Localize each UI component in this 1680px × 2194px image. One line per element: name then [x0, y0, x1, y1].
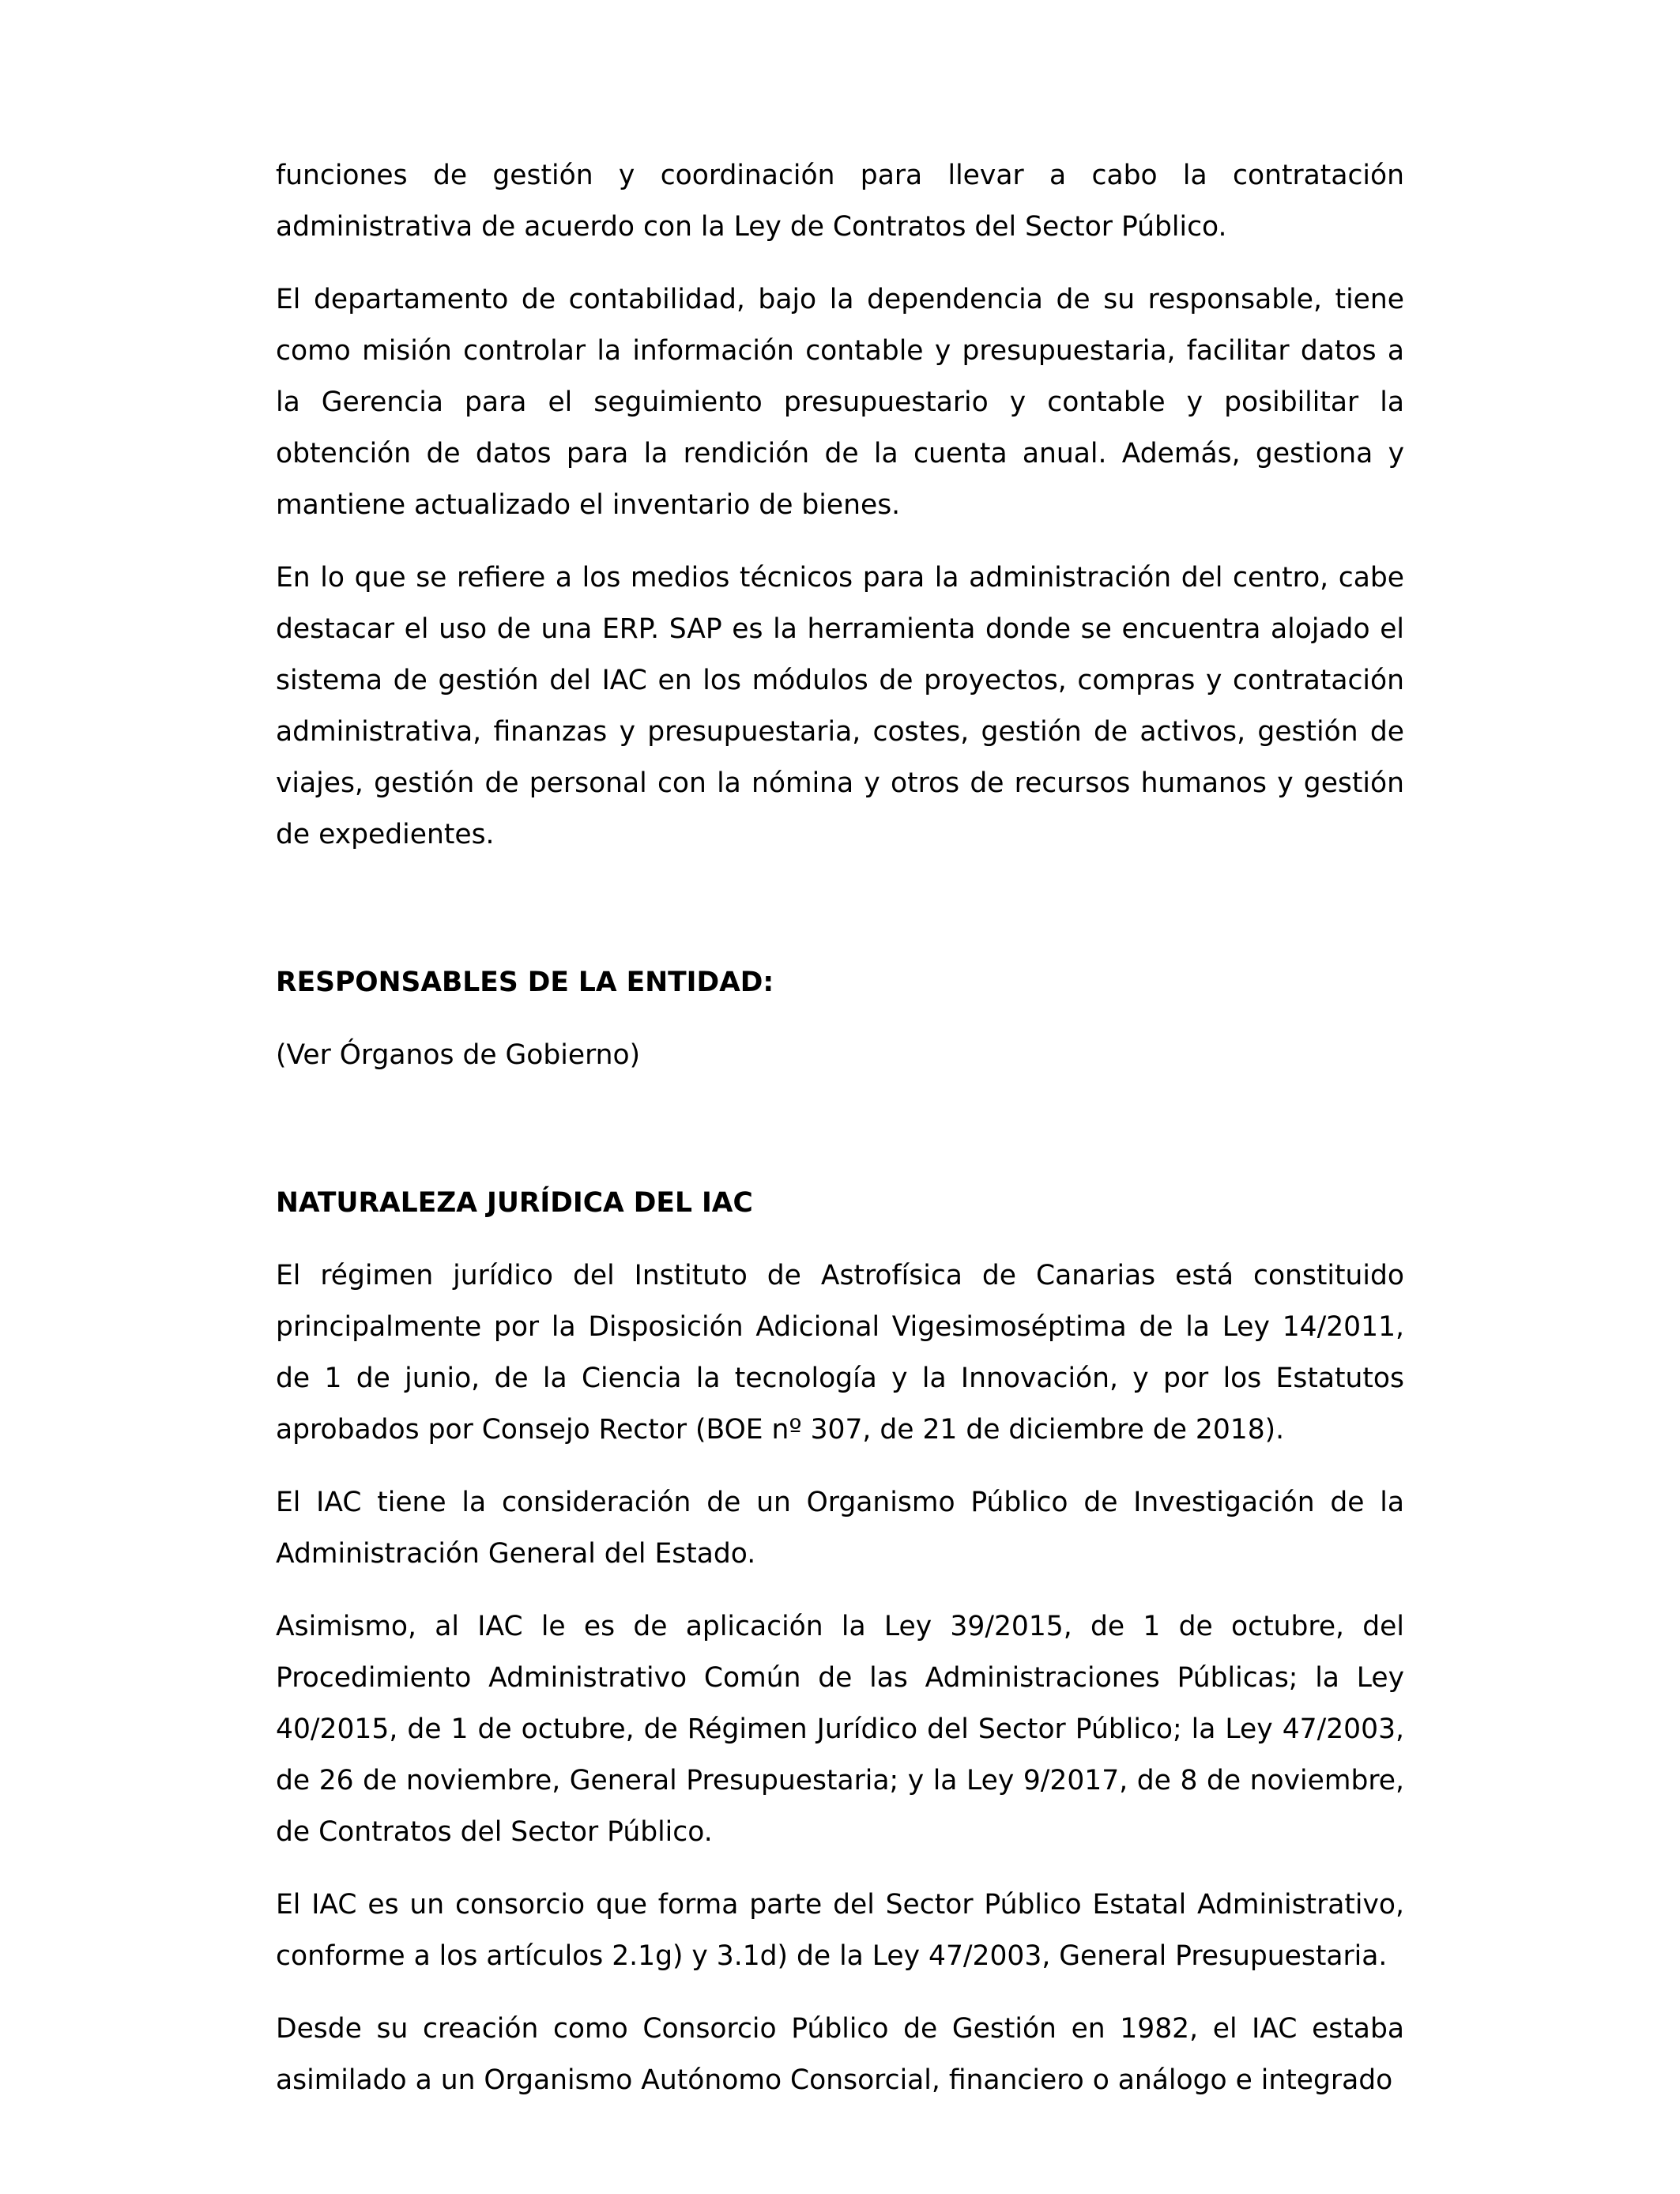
- paragraph-intro-2: El departamento de contabilidad, bajo la dependencia de su responsable, tiene como misión controlar la información contable y presupuestaria, facilitar datos a la Gerencia para el seguimiento presupuestario y contable y posibilitar la obtención de datos para la rendición de la cuenta anual. Además, gestiona y mantiene actualizado el inventario de bienes.: [276, 284, 1404, 521]
- document-page: [276, 150, 1404, 2106]
- section-heading-responsables: RESPONSABLES DE LA ENTIDAD:: [276, 967, 774, 998]
- paragraph-responsables: (Ver Órganos de Gobierno): [276, 1039, 641, 1071]
- paragraph-naturaleza-2: El IAC tiene la consideración de un Organismo Público de Investigación de la Administración General del Estado.: [276, 1487, 1404, 1570]
- paragraph-intro-3: En lo que se refiere a los medios técnicos para la administración del centro, cabe destacar el uso de una ERP. SAP es la herramienta donde se encuentra alojado el sistema de gestión del IAC en los módulos de proyectos, compras y contratación administrativa, finanzas y presupuestaria, costes, gestión de activos, gestión de viajes, gestión de personal con la nómina y otros de recursos humanos y gestión de expedientes.: [276, 562, 1404, 850]
- paragraph-intro-1: funciones de gestión y coordinación para llevar a cabo la contratación administrativa de acuerdo con la Ley de Contratos del Sector Público.: [276, 160, 1404, 243]
- section-heading-naturaleza: NATURALEZA JURÍDICA DEL IAC: [276, 1187, 753, 1219]
- paragraph-naturaleza-1: El régimen jurídico del Instituto de Astrofísica de Canarias está constituido principalmente por la Disposición Adicional Vigesimoséptima de la Ley 14/2011, de 1 de junio, de la Ciencia la tecnología y la Innovación, y por los Estatutos aprobados por Consejo Rector (BOE nº 307, de 21 de diciembre de 2018).: [276, 1260, 1404, 1446]
- paragraph-naturaleza-4: El IAC es un consorcio que forma parte del Sector Público Estatal Administrativo, conforme a los artículos 2.1g) y 3.1d) de la Ley 47/2003, General Presupuestaria.: [276, 1889, 1404, 1972]
- paragraph-naturaleza-3: Asimismo, al IAC le es de aplicación la Ley 39/2015, de 1 de octubre, del Procedimiento Administrativo Común de las Administraciones Públicas; la Ley 40/2015, de 1 de octubre, de Régimen Jurídico del Sector Público; la Ley 47/2003, de 26 de noviembre, General Presupuestaria; y la Ley 9/2017, de 8 de noviembre, de Contratos del Sector Público.: [276, 1611, 1404, 1848]
- paragraph-naturaleza-5: Desde su creación como Consorcio Público de Gestión en 1982, el IAC estaba asimilado a un Organismo Autónomo Consorcial, financiero o análogo e integrado: [276, 2013, 1404, 2096]
